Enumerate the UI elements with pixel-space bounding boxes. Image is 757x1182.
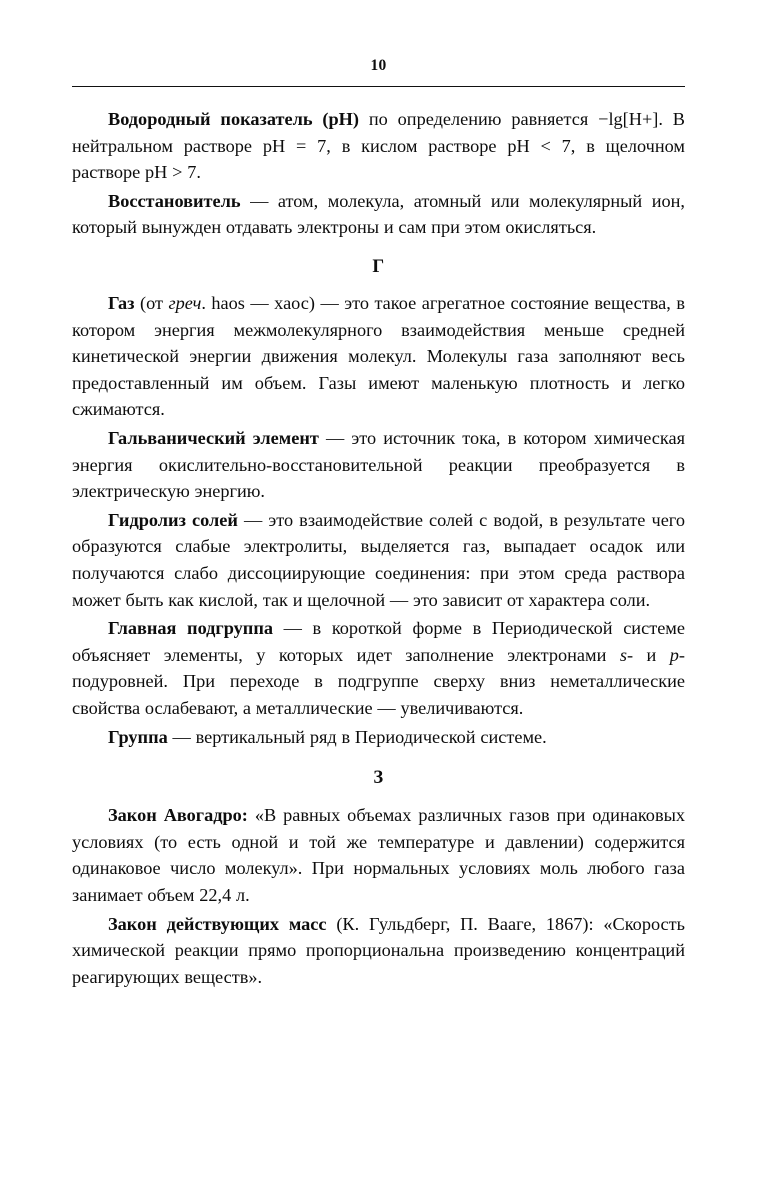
- entry-ph: [72, 106, 685, 186]
- definition-zakon-deystvuyushchih-mass: (К. Гульдберг, П. Вааге, 1867): «Скорость химической реакции прямо пропорциональна произведению концентраций реагирующих веществ».: [72, 913, 685, 987]
- definition-galvanicheskiy-element: — это источник тока, в котором химическая энергия окислительно-восстановительной реакции преобразуется в электрическую энергию.: [72, 428, 686, 502]
- entry-gruppa: [72, 724, 685, 751]
- gaz-italic-source: греч: [168, 292, 202, 313]
- header-divider: [72, 86, 685, 87]
- entry-glavnaya-podgruppa: [72, 615, 685, 721]
- glavnaya-podgruppa-part3: -подуровней. При переходе в подгруппе сверху вниз неметаллические свойства ослабевают, а металлические — увеличиваются.: [72, 644, 685, 719]
- entry-gaz: [72, 290, 685, 423]
- glavnaya-podgruppa-italic-s: s-: [619, 644, 634, 665]
- section-letter-z: З: [373, 768, 384, 789]
- page-content: [72, 106, 685, 992]
- definition-zakon-avogadro: «В равных объемах различных газов при одинаковых условиях (то есть одной и той же температуре и давлении) содержится одинаковое число молекул». При нормальных условиях моль любого газа занимает объем 22,4 л.: [72, 805, 685, 906]
- glavnaya-podgruppa-italic-p: p: [669, 644, 679, 665]
- definition-gaz: . haos — хаос) — это такое агрегатное состояние вещества, в котором энергия межмолекулярного взаимодействия меньше средней кинетической энергии движения молекул. Молекулы газа заполняют весь предоставленный им объем. Газы имеют маленькую плотность и легко сжимаются.: [72, 292, 685, 420]
- term-gruppa: Группа: [108, 726, 168, 747]
- entry-galvanicheskiy-element: [72, 425, 685, 505]
- section-letter-g: Г: [372, 257, 385, 278]
- definition-ph: по определению равняется −lg[H+]. В нейтральном растворе pH = 7, в кислом растворе pH < 7, в щелочном растворе pH > 7.: [72, 109, 685, 183]
- term-vosstanovitel: Восстановитель: [108, 190, 241, 211]
- term-glavnaya-podgruppa: Главная подгруппа: [108, 618, 274, 639]
- glavnaya-podgruppa-part2: и: [633, 644, 670, 665]
- definition-gruppa: — вертикальный ряд в Периодической системе.: [167, 726, 547, 747]
- term-zakon-deystvuyushchih-mass: Закон действующих масс: [108, 913, 327, 934]
- page-header: [72, 58, 685, 74]
- term-galvanicheskiy-element: Гальванический элемент: [108, 428, 319, 448]
- definition-gidroliz-soley: — это взаимодействие солей с водой, в результате чего образуются слабые электролиты, выделяется газ, выпадает осадок или получаются слабо диссоциирующие соединения: при этом среда раствора может быть как кислой, так и щелочной — это зависит от характера соли.: [72, 509, 685, 610]
- term-ph: Водородный показатель (pH): [108, 109, 359, 129]
- page-number: 10: [370, 57, 387, 74]
- gaz-pre: (от: [134, 292, 169, 313]
- term-zakon-avogadro: Закон Авогадро:: [108, 805, 248, 826]
- term-gidroliz-soley: Гидролиз солей: [108, 509, 238, 530]
- definition-vosstanovitel: — атом, молекула, атомный или молекулярный ион, который вынужден отдавать электроны и сам при этом окисляться.: [72, 190, 685, 238]
- entry-zakon-avogadro: [72, 802, 685, 908]
- entry-gidroliz-soley: [72, 507, 685, 613]
- term-gaz: Газ: [108, 292, 135, 313]
- entry-zakon-deystvuyushchih-mass: [72, 911, 685, 991]
- entry-vosstanovitel: [72, 188, 685, 241]
- glavnaya-podgruppa-part1: — в короткой форме в Периодической системе объясняет элементы, у которых идет заполнение электронами: [72, 618, 685, 665]
